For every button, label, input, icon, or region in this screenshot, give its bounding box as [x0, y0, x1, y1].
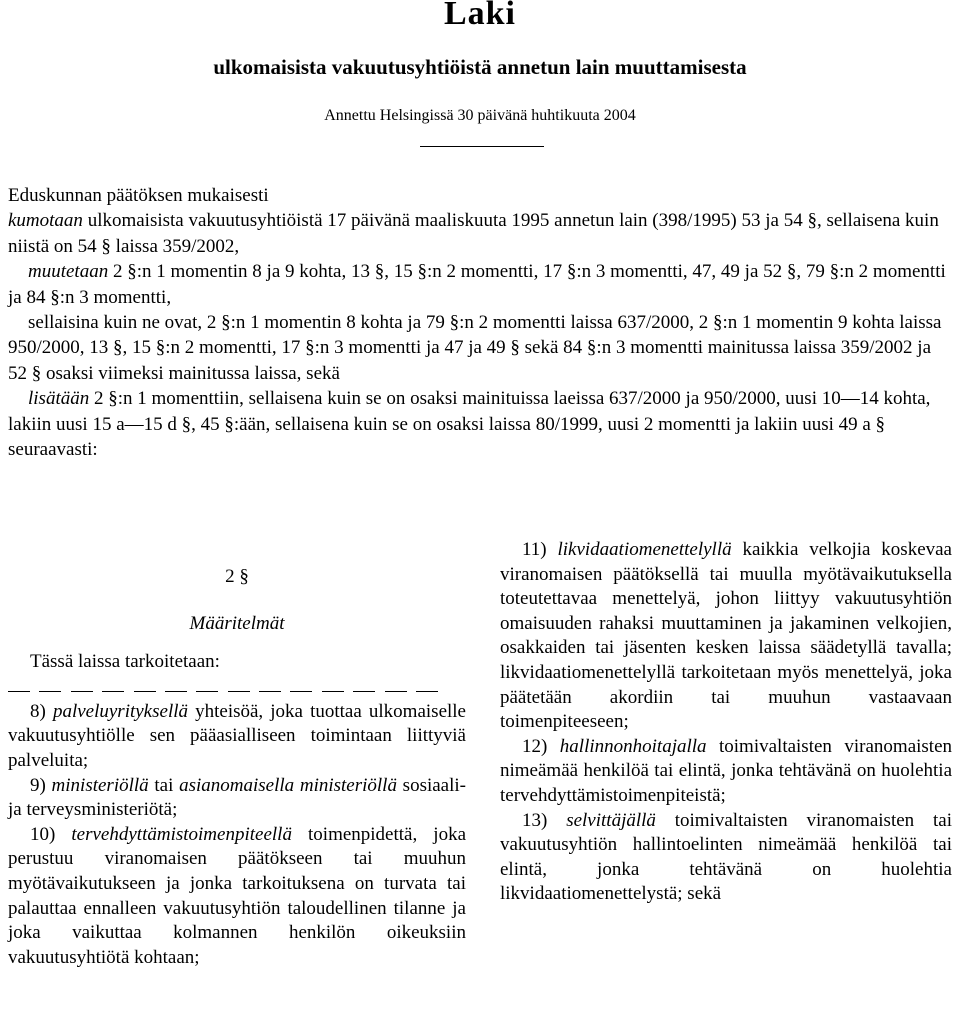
amend-verb: muutetaan: [28, 261, 109, 283]
definition-item: 8) palveluyrityksellä yhteisöä, joka tuottaa ulkomaiselle vakuutusyhtiölle sen pääasialliseen toimintaan liittyviä palveluita;: [8, 700, 466, 771]
definition-term: hallinnonhoitajalla: [559, 735, 707, 757]
repeal-clause: [8, 208, 952, 259]
definition-item: 11) likvidaatiomenettelyllä kaikkia velkojia koskevaa viranomaisen päätöksellä tai muulla myötävaikutuksella toteutettavaa menettelyä, johon liittyy vakuutusyhtiön omaisuuden rahaksi muuttaminen ja jakaminen velkojien, osakkaiden tai jäsenten kesken laissa säädetyllä tavalla; likvidaatiomenettelyllä tarkoitetaan myös menettelyä, joka päätetään akordiin tai muuhun vastaavaan toimenpiteeseen;: [500, 539, 952, 733]
omission-dashes: [8, 679, 438, 692]
repeal-text: ulkomaisista vakuutusyhtiöistä 17 päivänä maaliskuuta 1995 annetun lain (398/1995) 53 ja 54 §, sellaisena kuin niistä on 54 § laissa 359/2002,: [8, 210, 939, 257]
amend-source-clause: sellaisina kuin ne ovat, 2 §:n 1 momentin 8 kohta ja 79 §:n 2 momentti laissa 637/2000, 2 §:n 1 momentin 9 kohta laissa 950/2000, 13 §, 15 §:n 2 momentti, 17 §:n 3 momentti ja 47 ja 49 § sekä 84 §:n 3 momentti mainitussa laissa 359/2002 ja 52 § osaksi viimeksi mainitussa laissa, sekä: [8, 312, 942, 384]
dateline: Annettu Helsingissä 30 päivänä huhtikuuta 2004: [324, 107, 636, 124]
section-heading: Määritelmät: [189, 612, 285, 634]
definition-term: tervehdyttämistoimenpiteellä: [71, 823, 292, 845]
definition-term: palveluyrityksellä: [52, 700, 188, 722]
preamble-opening: Eduskunnan päätöksen mukaisesti: [8, 185, 269, 206]
definition-item: 12) hallinnonhoitajalla toimivaltaisten viranomaisten nimeämää henkilöä tai elintä, jonka tehtävänä on huolehtia tervehdyttämistoimenpiteistä;: [500, 735, 953, 806]
section-number: 2 §: [225, 566, 249, 587]
section-lead: Tässä laissa tarkoitetaan:: [30, 651, 220, 673]
definition-term: asianomaisella ministeriöllä: [179, 774, 397, 796]
add-verb: lisätään: [28, 388, 90, 410]
definition-item: 13) selvittäjällä toimivaltaisten viranomaisten tai vakuutusyhtiön hallintoelinten nimeämää henkilöä tai elintä, jonka tehtävänä on huolehtia likvidaatiomenettelystä; sekä: [500, 809, 952, 905]
document-title: Laki: [443, 0, 517, 32]
amend-text: 2 §:n 1 momentin 8 ja 9 kohta, 13 §, 15 §:n 2 momentti, 17 §:n 3 momentti, 47, 49 ja 52 §, 79 §:n 2 momentti ja 84 §:n 3 momentti,: [8, 261, 946, 308]
definition-item: 9) ministeriöllä tai asianomaisella ministeriöllä sosiaali- ja terveysministeriötä;: [8, 774, 466, 821]
definition-item: 10) tervehdyttämistoimenpiteellä toimenpidettä, joka perustuu viranomaisen päätökseen tai muuhun myötävaikutukseen ja jonka tarkoituksena on turvata tai palauttaa ennalleen vakuutusyhtiön taloudellinen tilanne ja joka vaikuttaa kolmannen henkilön oikeuksiin vakuutusyhtiötä kohtaan;: [8, 823, 467, 968]
amend-clause: [8, 259, 952, 310]
left-column: [8, 565, 466, 970]
add-clause: [8, 386, 952, 462]
preamble: [8, 183, 952, 462]
separator-rule: [420, 146, 544, 147]
document-subtitle: ulkomaisista vakuutusyhtiöistä annetun lain muuttamisesta: [213, 55, 747, 79]
right-column: [500, 538, 952, 907]
definition-term: selvittäjällä: [566, 809, 656, 831]
add-text: 2 §:n 1 momenttiin, sellaisena kuin se on osaksi mainituissa laeissa 637/2000 ja 950/2000, uusi 10—14 kohta, lakiin uusi 15 a—15 d §, 45 §:ään, sellaisena kuin se on osaksi laissa 80/1999, uusi 2 momentti ja lakiin uusi 49 a § seuraavasti:: [8, 388, 931, 461]
repeal-verb: kumotaan: [8, 210, 83, 232]
definition-term: likvidaatiomenettelyllä: [557, 539, 732, 560]
definition-term: ministeriöllä: [51, 774, 149, 796]
